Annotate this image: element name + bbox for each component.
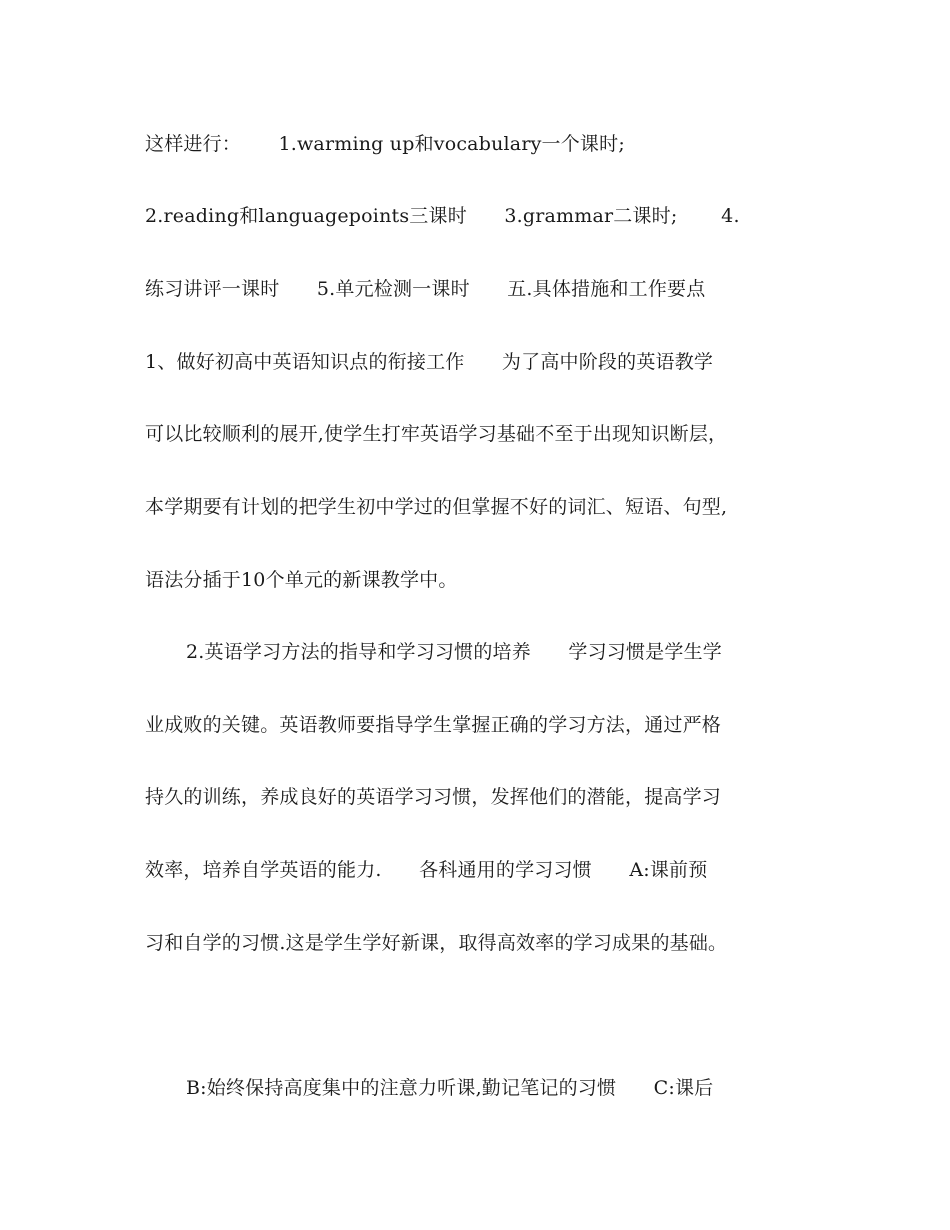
- text-line: 这样进行： 1.warming up和vocabulary一个课时;: [145, 133, 625, 155]
- text-line: 本学期要有计划的把学生初中学过的但掌握不好的词汇、短语、句型,: [145, 496, 728, 518]
- text-line: 习和自学的习惯.这是学生学好新课，取得高效率的学习成果的基础。: [145, 932, 728, 954]
- text-line: B:始终保持高度集中的注意力听课,勤记笔记的习惯 C:课后: [186, 1077, 714, 1099]
- text-line: 2.reading和languagepoints三课时 3.grammar二课时; 4.: [145, 205, 740, 227]
- text-line: 效率，培养自学英语的能力. 各科通用的学习习惯 A:课前预: [145, 859, 708, 881]
- text-line: 语法分插于10个单元的新课教学中。: [145, 569, 458, 591]
- text-line: 业成败的关键。英语教师要指导学生掌握正确的学习方法，通过严格: [145, 714, 722, 736]
- text-line: 2.英语学习方法的指导和学习习惯的培养 学习习惯是学生学: [186, 641, 722, 663]
- text-line: 持久的训练，养成良好的英语学习习惯，发挥他们的潜能，提高学习: [145, 786, 722, 808]
- text-line: 1、做好初高中英语知识点的衔接工作 为了高中阶段的英语教学: [145, 351, 714, 373]
- text-line: 可以比较顺利的展开,使学生打牢英语学习基础不至于出现知识断层，: [145, 423, 728, 445]
- text-line: 练习讲评一课时 5.单元检测一课时 五.具体措施和工作要点: [145, 278, 706, 300]
